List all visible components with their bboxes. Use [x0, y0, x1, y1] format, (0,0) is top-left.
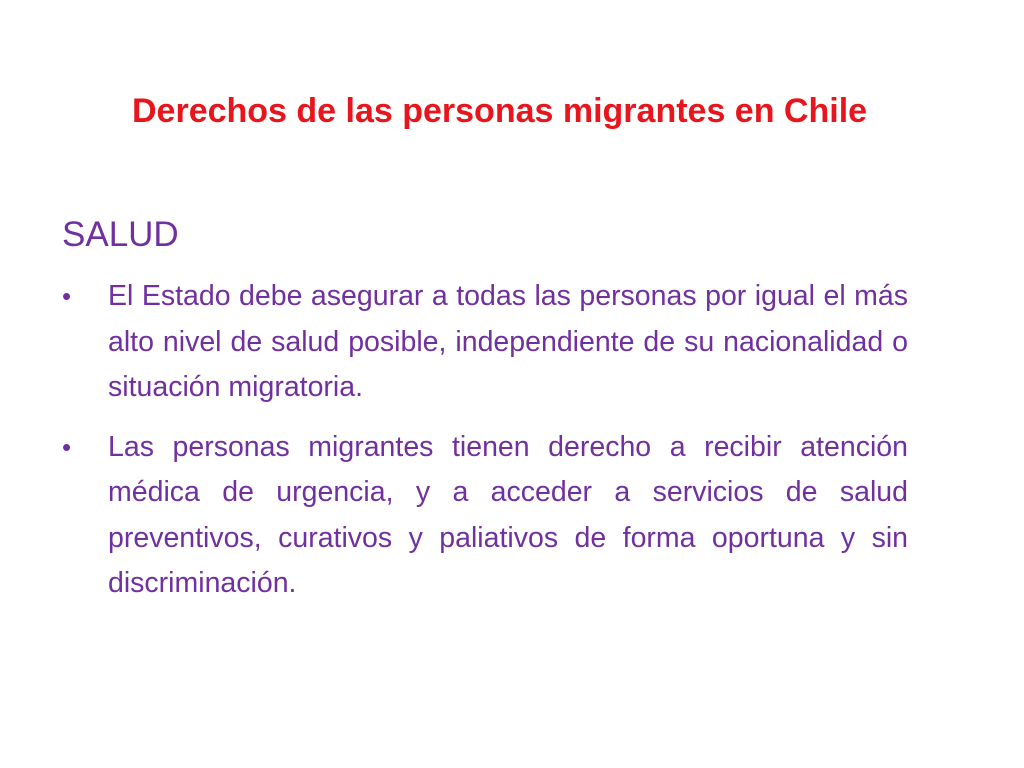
bullet-item	[62, 274, 908, 411]
bullet-dot-icon: •	[62, 281, 72, 311]
slide-title: Derechos de las personas migrantes en Chile	[132, 92, 868, 130]
bullet-text: El Estado debe asegurar a todas las personas por igual el más alto nivel de salud posible, independiente de su nacionalidad o situación migratoria.	[108, 280, 908, 403]
bullet-item	[62, 425, 908, 607]
section-heading: SALUD	[62, 215, 179, 254]
bullet-dot-icon: •	[62, 431, 72, 462]
bullet-list	[62, 274, 908, 621]
bullet-text: Las personas migrantes tienen derecho a recibir atención médica de urgencia, y a acceder a servicios de salud preventivos, curativos y paliativos de forma oportuna y sin discriminación.	[108, 430, 908, 599]
